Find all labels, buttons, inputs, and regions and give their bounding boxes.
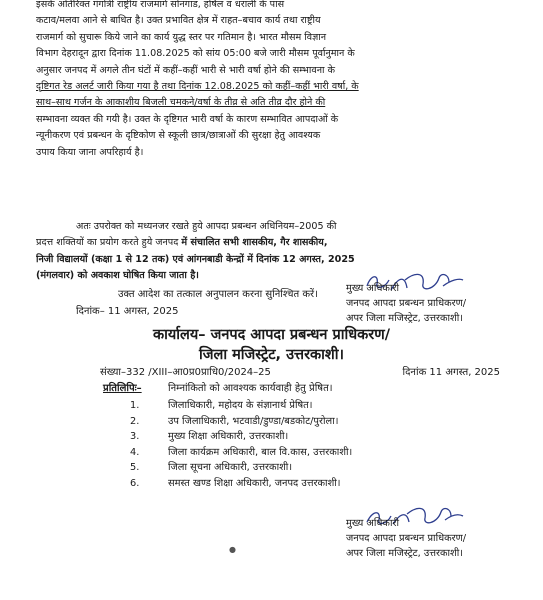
- item-number: 1.: [130, 400, 140, 411]
- stray-mark: ●: [229, 545, 236, 554]
- order-text-plain: प्रदत्त शक्तियों का प्रयोग करते हुये जनपद: [36, 237, 182, 249]
- distribution-list: [130, 398, 352, 492]
- item-text: जिला कार्यक्रम अधिकारी, बाल वि.कास, उत्तरकाशी।: [168, 446, 353, 458]
- item-text: जिला सूचना अधिकारी, उत्तरकाशी।: [168, 462, 293, 474]
- signatory-office: अपर जिला मजिस्ट्रेट, उत्तरकाशी।: [346, 313, 463, 324]
- order-line: (मंगलवार) को अवकाश घोषित किया जाता है।: [36, 270, 199, 282]
- list-item: [130, 429, 352, 445]
- item-text: जिलाधिकारी, महोदय के संज्ञानार्थ प्रेषित।: [168, 400, 313, 411]
- paragraph-line: साथ–साथ गर्जन के आकाशीय बिजली चमकने/वर्षा के तीव्र से अति तीव्र दौर होने की: [36, 97, 326, 109]
- item-number: 5.: [130, 462, 140, 474]
- item-text: मुख्य शिक्षा अधिकारी, उत्तरकाशी।: [168, 431, 289, 443]
- copy-to-label: प्रतिलिपिः–: [103, 383, 142, 394]
- reference-line: [100, 364, 500, 380]
- item-text: समस्त खण्ड शिक्षा अधिकारी, जनपद उत्तरकाशी।: [168, 477, 341, 489]
- signature-block-2: [346, 516, 466, 561]
- reference-date: दिनांक 11 अगस्त, 2025: [402, 367, 500, 378]
- signatory-office: अपर जिला मजिस्ट्रेट, उत्तरकाशी।: [346, 548, 463, 559]
- paragraph-line: इसके अतिरिक्त गंगोत्री राष्ट्रीय राजमार्ग सोनगाड, हर्षिल व धराली के पास: [36, 0, 285, 10]
- item-text: उप जिलाधिकारी, भटवाडी/डुण्डा/बडकोट/पुरोला।: [168, 415, 339, 427]
- office-title: कार्यालय– जनपद आपदा प्रबन्धन प्राधिकरण/: [152, 327, 391, 343]
- paragraph-line: दृष्टिगत रेड अलर्ट जारी किया गया है तथा दिनांक 12.08.2025 को कहीं–कहीं भारी वर्षा, के: [36, 81, 359, 93]
- signatory-title: मुख्य अधिकारी: [346, 283, 400, 294]
- paragraph-line: न्यूनीकरण एवं प्रबन्धन के दृष्टिकोण से स्कूली छात्र/छात्राओं की सुरक्षा हेतु आवश्यक: [36, 130, 321, 142]
- list-item: [130, 398, 352, 414]
- item-number: 3.: [130, 431, 140, 443]
- order-line: निजी विद्यालयों (कक्षा 1 से 12 तक) एवं आंगनबाडी केन्द्रों में दिनांक 12 अगस्त, 2025: [36, 253, 355, 265]
- paragraph-line: उपाय किया जाना अपरिहार्य है।: [36, 146, 144, 158]
- signatory-title: मुख्य अधिकारी: [346, 518, 400, 529]
- signatory-office: जनपद आपदा प्रबन्धन प्राधिकरण/: [346, 298, 467, 309]
- office-subtitle: जिला मजिस्ट्रेट, उत्तरकाशी।: [198, 347, 345, 363]
- paragraph-line: अनुसार जनपद में अगले तीन घंटों में कहीं–कहीं भारी से भारी वर्षा होने की सम्भावना के: [36, 64, 335, 76]
- list-item: [130, 460, 352, 476]
- list-item: [130, 414, 352, 430]
- copy-to-intro: निम्नांकितो को आवश्यक कार्यवाही हेतु प्रेषित।: [168, 383, 333, 394]
- signatory-office: जनपद आपदा प्रबन्धन प्राधिकरण/: [346, 533, 467, 544]
- order-text-bold: में संचालित सभी शासकीय, गैर शासकीय,: [181, 237, 328, 249]
- paragraph-line: कटाव/मलवा आने से बाधित है। उक्त प्रभावित क्षेत्र में राहत–बचाव कार्य तथा राष्ट्रीय: [36, 15, 321, 27]
- item-number: 4.: [130, 446, 140, 458]
- paragraph-line: सम्भावना व्यक्त की गयी है। उक्त के दृष्टिगत भारी वर्षा के कारण सम्भावित आपदाओं के: [36, 113, 339, 125]
- item-number: 6.: [130, 477, 140, 489]
- top-paragraph: [36, 0, 512, 161]
- item-number: 2.: [130, 415, 140, 427]
- order-line: अतः उपरोक्त को मध्यनजर रखते हुये आपदा प्रबन्धन अधिनियम–2005 की: [76, 221, 337, 232]
- compliance-line: उक्त आदेश का तत्काल अनुपालन करना सुनिश्चित करें।: [118, 289, 318, 300]
- reference-number: संख्या–332 /XIII–आ0प्र0प्राधि0/2024–25: [100, 367, 271, 378]
- list-item: [130, 445, 352, 461]
- paragraph-line: विभाग देहरादून द्वारा दिनांक 11.08.2025 को सांय 05:00 बजे जारी मौसम पूर्वानुमान के: [36, 48, 355, 60]
- list-item: [130, 476, 352, 492]
- order-line: [36, 235, 512, 251]
- order-date: दिनांक– 11 अगस्त, 2025: [76, 306, 179, 317]
- signature-block-1: [346, 281, 466, 326]
- paragraph-line: राजमार्ग को सुचारू किये जाने का कार्य युद्ध स्तर पर गतिमान है। भारत मौसम विज्ञान: [36, 31, 327, 43]
